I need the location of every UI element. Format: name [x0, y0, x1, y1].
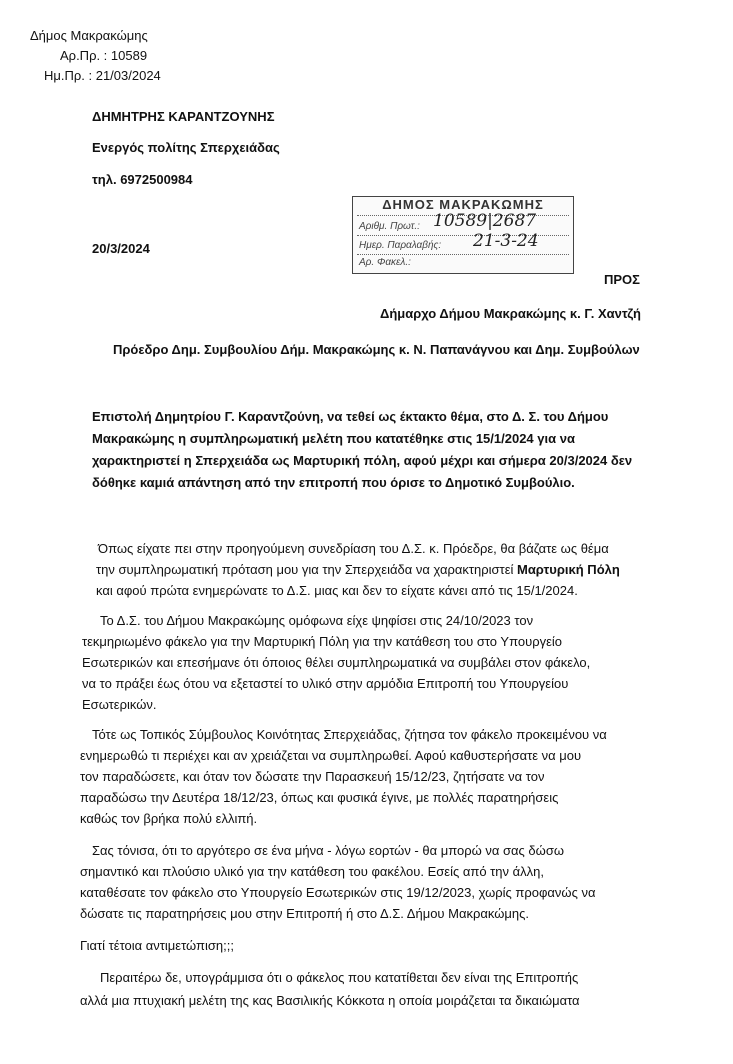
stamp-title: ΔΗΜΟΣ ΜΑΚΡΑΚΩΜΗΣ: [382, 197, 544, 212]
protocol-number: Αρ.Πρ. : 10589: [60, 48, 148, 63]
sender-role: Ενεργός πολίτης Σπερχειάδας: [92, 140, 280, 155]
protocol-stamp: [352, 196, 574, 274]
p3-line-5: καθώς τον βρήκα πολύ ελλιπή.: [80, 811, 258, 826]
p1-line-2: [96, 562, 620, 577]
subject-line-1: Επιστολή Δημητρίου Γ. Καραντζούνη, να τεθεί ως έκτακτο θέμα, στο Δ. Σ. του Δήμου: [92, 409, 609, 424]
stamp-folder-label: Αρ. Φακελ.:: [359, 257, 411, 268]
p2-line-2: τεκμηριωμένο φάκελο για την Μαρτυρική Πόλη για την κατάθεση του στο Υπουργείο: [82, 634, 563, 649]
p2-line-5: Εσωτερικών.: [82, 697, 157, 712]
p4-line-2: σημαντικό και πλούσιο υλικό για την κατάθεση του φακέλου. Εσείς από την άλλη,: [80, 864, 545, 879]
stamp-date-value: 21-3-24: [473, 231, 539, 251]
p5-line-1: Γιατί τέτοια αντιμετώπιση;;;: [80, 938, 234, 953]
p4-line-3: καταθέσατε τον φάκελο στο Υπουργείο Εσωτερικών στις 19/12/2023, χωρίς προφανώς να: [80, 885, 596, 900]
p3-line-4: παραδώσω την Δευτέρα 18/12/23, όπως και φυσικά έγινε, με πολλές παρατηρήσεις: [80, 790, 559, 805]
recipient-mayor: Δήμαρχο Δήμου Μακρακώμης κ. Γ. Χαντζή: [380, 306, 641, 321]
p2-line-3: Εσωτερικών και επεσήμανε ότι όποιος θέλει συμπληρωματικά να συμβάλει στον φάκελο,: [82, 655, 591, 670]
p3-line-3: τον παραδώσετε, και όταν τον δώσατε την Παρασκευή 15/12/23, ζητήσατε να τον: [80, 769, 545, 784]
letter-date: 20/3/2024: [92, 241, 150, 256]
stamp-protocol-value: 10589|2687: [433, 211, 537, 231]
p4-line-4: δώσατε τις παρατηρήσεις μου στην Επιτροπή ή στο Δ.Σ. Δήμου Μακρακώμης.: [80, 906, 529, 921]
stamp-date-label: Ημερ. Παραλαβής:: [359, 240, 442, 251]
subject-line-3: χαρακτηριστεί η Σπερχειάδα ως Μαρτυρική πόλη, αφού μέχρι και σήμερα 20/3/2024 δεν: [92, 453, 633, 468]
p6-line-2: αλλά μια πτυχιακή μελέτη της κας Βασιλικής Κόκκοτα η οποία μοιράζεται τα δικαιώματα: [80, 993, 580, 1008]
recipients-heading: ΠΡΟΣ: [604, 272, 640, 287]
p2-line-4: να το πράξει έως ότου να εξεταστεί το υλικό στην αρμόδια Επιτροπή του Υπουργείου: [82, 676, 569, 691]
p1-line-2-bold: Μαρτυρική Πόλη: [516, 562, 620, 577]
p6-line-1: Περαιτέρω δε, υπογράμμισα ότι ο φάκελος που κατατίθεται δεν είναι της Επιτροπής: [100, 970, 579, 985]
p3-line-2: ενημερωθώ τι περιέχει και αν χρειάζεται να συμπληρωθεί. Αφού καθυστερήσατε να μου: [80, 748, 582, 763]
municipality-name: Δήμος Μακρακώμης: [30, 28, 148, 43]
p1-line-2-text: την συμπληρωματική πρόταση μου για την Σπερχειάδα να χαρακτηριστεί: [96, 562, 517, 577]
p1-line-3: και αφού πρώτα ενημερώνατε το Δ.Σ. μιας και δεν το είχατε κάνει από τις 15/1/2024.: [96, 583, 578, 598]
p4-line-1: Σας τόνισα, ότι το αργότερο σε ένα μήνα - λόγω εορτών - θα μπορώ να σας δώσω: [92, 843, 564, 858]
sender-name: ΔΗΜΗΤΡΗΣ ΚΑΡΑΝΤΖΟΥΝΗΣ: [92, 109, 275, 124]
stamp-protocol-label: Αριθμ. Πρωτ.:: [359, 221, 420, 232]
sender-phone: τηλ. 6972500984: [92, 172, 193, 187]
protocol-date: Ημ.Πρ. : 21/03/2024: [44, 68, 161, 83]
recipient-council-president: Πρόεδρο Δημ. Συμβουλίου Δήμ. Μακρακώμης κ. Ν. Παπανάγνου και Δημ. Συμβούλων: [113, 342, 640, 357]
subject-line-2: Μακρακώμης η συμπληρωματική μελέτη που κατατέθηκε στις 15/1/2024 για να: [92, 431, 575, 446]
p2-line-1: Το Δ.Σ. του Δήμου Μακρακώμης ομόφωνα είχε ψηφίσει στις 24/10/2023 τον: [100, 613, 534, 628]
p3-line-1: Τότε ως Τοπικός Σύμβουλος Κοινότητας Σπερχειάδας, ζήτησα τον φάκελο προκειμένου να: [92, 727, 607, 742]
subject-line-4: δόθηκε καμιά απάντηση από την επιτροπή που όρισε το Δημοτικό Συμβούλιο.: [92, 475, 575, 490]
p1-line-1: Όπως είχατε πει στην προηγούμενη συνεδρίαση του Δ.Σ. κ. Πρόεδρε, θα βάζατε ως θέμα: [98, 541, 609, 556]
